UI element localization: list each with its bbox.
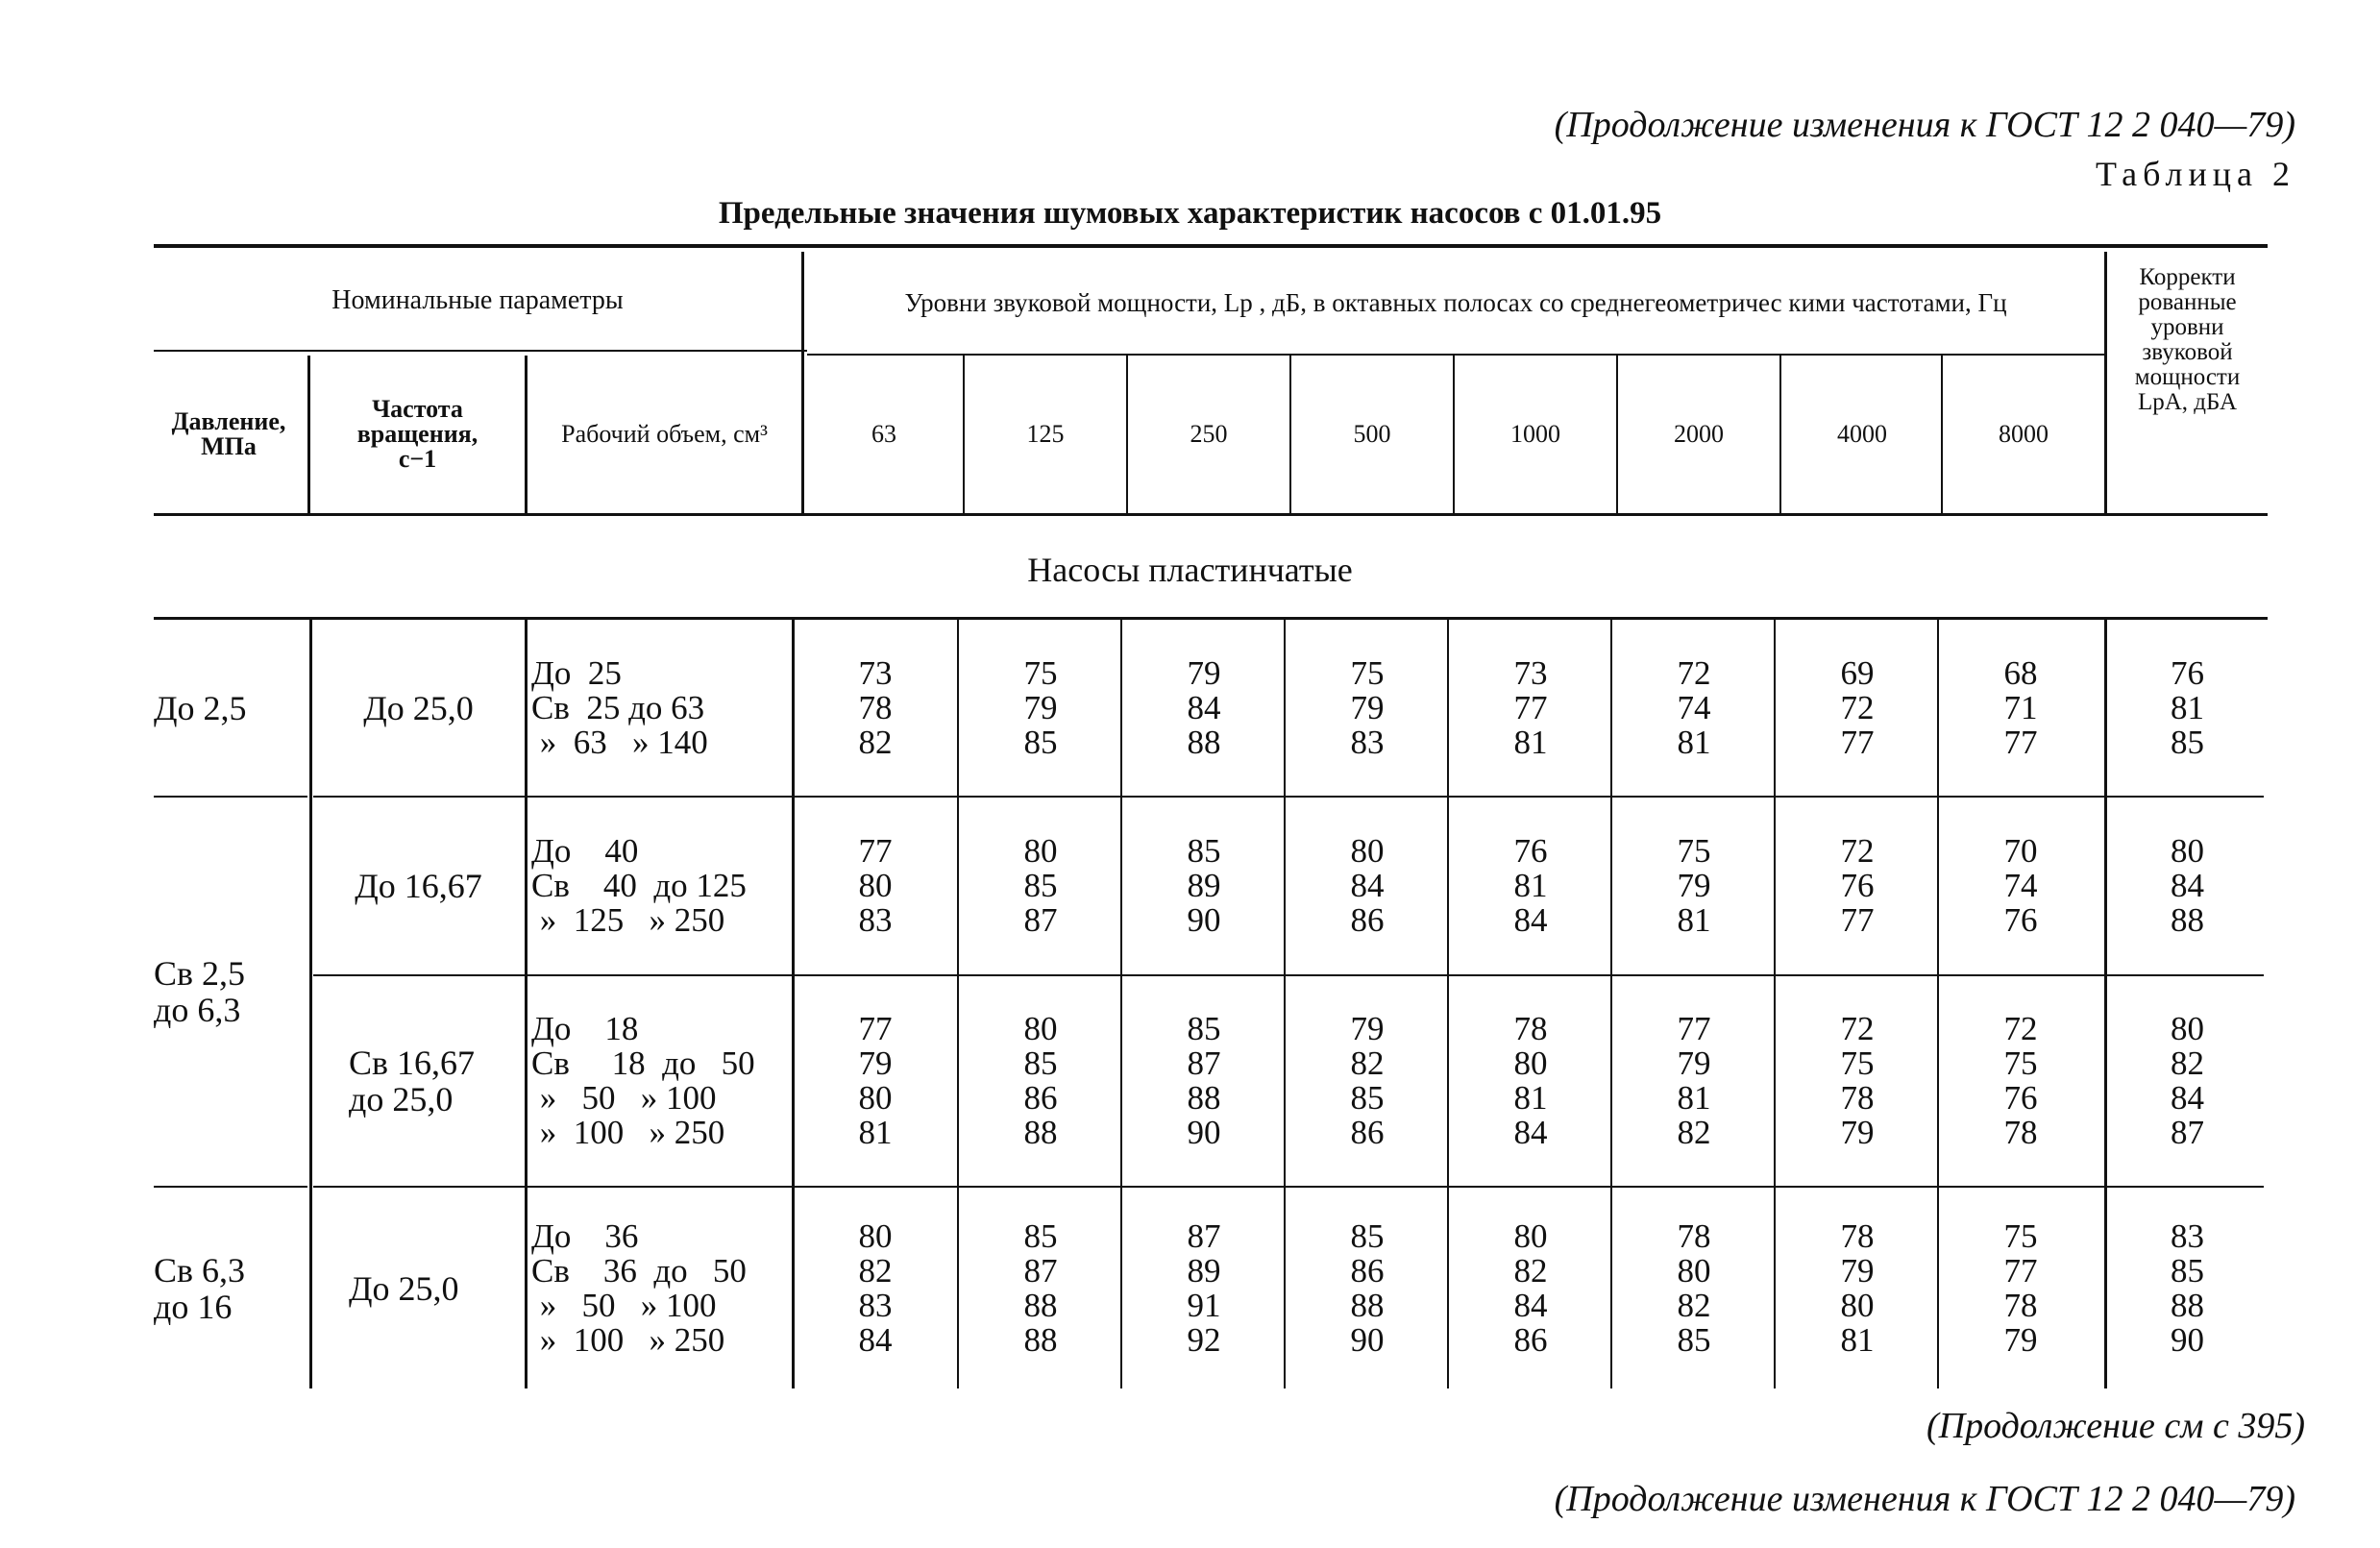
band-cell-8000 bbox=[1939, 620, 2102, 796]
band-cell-63 bbox=[794, 976, 957, 1186]
band-value: 89 bbox=[1187, 867, 1221, 904]
band-value: 87 bbox=[1023, 901, 1058, 939]
volume-value: » 50 » 100 bbox=[531, 1079, 717, 1117]
corrected-value: 85 bbox=[2171, 1252, 2204, 1290]
corrected-value: 85 bbox=[2171, 723, 2204, 761]
band-value: 75 bbox=[1677, 832, 1711, 870]
band-value: 84 bbox=[1513, 1287, 1548, 1324]
band-values bbox=[858, 653, 893, 761]
band-cell-500 bbox=[1286, 620, 1449, 796]
band-cell-1000 bbox=[1449, 976, 1612, 1186]
band-value: 91 bbox=[1187, 1287, 1221, 1324]
band-header-63: 63 bbox=[871, 420, 896, 448]
band-value: 90 bbox=[1187, 1114, 1221, 1151]
band-value: 80 bbox=[1023, 1010, 1058, 1047]
band-cell-250 bbox=[1122, 798, 1286, 974]
corrected-value: 80 bbox=[2171, 832, 2204, 870]
band-cell-250 bbox=[1122, 1188, 1286, 1389]
band-values bbox=[1514, 834, 1548, 938]
band-value: 76 bbox=[1840, 867, 1875, 904]
band-value: 70 bbox=[2003, 832, 2038, 870]
band-value: 83 bbox=[1350, 723, 1385, 761]
band-values bbox=[2004, 1219, 2038, 1358]
band-value: 82 bbox=[858, 1252, 893, 1290]
band-values bbox=[1840, 653, 1875, 761]
corrected-values bbox=[2171, 1012, 2204, 1150]
band-value: 85 bbox=[1023, 867, 1058, 904]
corrected-value: 80 bbox=[2171, 1010, 2204, 1047]
band-values bbox=[1024, 1012, 1058, 1150]
band-value: 78 bbox=[2003, 1287, 2038, 1324]
band-value: 85 bbox=[1677, 1321, 1711, 1359]
band-value: 74 bbox=[1677, 688, 1711, 726]
volume-value: До 40 bbox=[531, 832, 639, 870]
band-value: 73 bbox=[1513, 653, 1548, 692]
band-value: 79 bbox=[858, 1044, 893, 1082]
table-label: Таблица 2 bbox=[2096, 155, 2295, 193]
band-value: 71 bbox=[2003, 688, 2038, 726]
pressure-value: Св 2,5 до 6,3 bbox=[154, 954, 246, 1029]
band-value: 82 bbox=[1677, 1287, 1711, 1324]
corrected-cell bbox=[2107, 976, 2268, 1186]
band-value: 81 bbox=[1840, 1321, 1875, 1359]
band-values bbox=[859, 834, 893, 938]
band-values bbox=[1514, 1219, 1548, 1358]
volume-value: До 25 bbox=[531, 653, 622, 692]
band-cell-1000 bbox=[1449, 798, 1612, 974]
band-values bbox=[859, 1012, 893, 1150]
band-value: 87 bbox=[1187, 1044, 1221, 1082]
band-value: 72 bbox=[1840, 688, 1875, 726]
band-value: 78 bbox=[1840, 1217, 1875, 1255]
band-cell-4000 bbox=[1776, 976, 1939, 1186]
band-value: 72 bbox=[2003, 1010, 2038, 1047]
band-cell-125 bbox=[959, 798, 1122, 974]
band-value: 82 bbox=[1350, 1044, 1385, 1082]
corrected-value: 90 bbox=[2171, 1321, 2204, 1359]
band-value: 85 bbox=[1023, 1044, 1058, 1082]
volume-value: » 63 » 140 bbox=[531, 723, 708, 761]
header-pressure: Давление, МПа bbox=[171, 407, 286, 460]
band-values bbox=[1350, 653, 1385, 761]
corrected-cell bbox=[2107, 1188, 2268, 1389]
band-header-125: 125 bbox=[1026, 420, 1065, 448]
frequency-cell bbox=[312, 976, 525, 1186]
band-values bbox=[1187, 653, 1221, 761]
band-value: 81 bbox=[858, 1114, 893, 1151]
band-value: 84 bbox=[1350, 867, 1385, 904]
band-value: 92 bbox=[1187, 1321, 1221, 1359]
pressure-value: Св 6,3 до 16 bbox=[154, 1251, 246, 1326]
band-cell-1000 bbox=[1449, 1188, 1612, 1389]
header-levels: Уровни звуковой мощности, Lp , дБ, в октавных полосах со среднегеометричес кими частотами, Гц bbox=[904, 288, 2007, 317]
footer-note: (Продолжение изменения к ГОСТ 12 2 040—79) bbox=[1554, 1479, 2295, 1519]
band-value: 81 bbox=[1513, 867, 1548, 904]
band-cell-4000 bbox=[1776, 798, 1939, 974]
band-value: 78 bbox=[858, 688, 893, 726]
band-cell-63 bbox=[794, 620, 957, 796]
volume-value: Св 25 до 63 bbox=[531, 688, 705, 726]
band-cell-1000 bbox=[1449, 620, 1612, 796]
section-title: Насосы пластинчатые bbox=[1027, 551, 1353, 589]
band-cell-63 bbox=[794, 1188, 957, 1389]
band-value: 89 bbox=[1187, 1252, 1221, 1290]
band-value: 72 bbox=[1840, 1010, 1875, 1047]
frequency-cell bbox=[312, 798, 525, 974]
band-value: 83 bbox=[858, 1287, 893, 1324]
band-value: 79 bbox=[1187, 653, 1221, 692]
corrected-values bbox=[2171, 1219, 2204, 1358]
band-cell-500 bbox=[1286, 798, 1449, 974]
band-value: 80 bbox=[1513, 1217, 1548, 1255]
band-value: 85 bbox=[1023, 1217, 1058, 1255]
band-value: 77 bbox=[1513, 688, 1548, 726]
volume-cell bbox=[529, 798, 793, 974]
corrected-value: 83 bbox=[2171, 1217, 2204, 1255]
volume-cell bbox=[529, 976, 793, 1186]
band-values bbox=[1351, 834, 1385, 938]
band-header-2000: 2000 bbox=[1674, 420, 1724, 448]
band-cell-125 bbox=[959, 620, 1122, 796]
volume-value: » 100 » 250 bbox=[531, 1114, 725, 1151]
band-cell-4000 bbox=[1776, 620, 1939, 796]
band-value: 90 bbox=[1350, 1321, 1385, 1359]
band-values bbox=[1514, 1012, 1548, 1150]
band-value: 76 bbox=[2003, 901, 2038, 939]
corrected-values bbox=[2171, 653, 2204, 761]
band-value: 75 bbox=[1350, 653, 1385, 692]
band-values bbox=[1678, 1219, 1711, 1358]
header-volume: Рабочий объем, см³ bbox=[561, 420, 768, 448]
corrected-value: 84 bbox=[2171, 1079, 2204, 1117]
band-value: 79 bbox=[1023, 688, 1058, 726]
band-value: 87 bbox=[1187, 1217, 1221, 1255]
band-value: 88 bbox=[1023, 1321, 1058, 1359]
band-value: 79 bbox=[1350, 1010, 1385, 1047]
band-value: 80 bbox=[1513, 1044, 1548, 1082]
corrected-value: 82 bbox=[2171, 1044, 2204, 1082]
band-value: 72 bbox=[1677, 653, 1711, 692]
band-value: 68 bbox=[2003, 653, 2038, 692]
band-header-8000: 8000 bbox=[1999, 420, 2049, 448]
band-value: 86 bbox=[1350, 901, 1385, 939]
band-value: 80 bbox=[1840, 1287, 1875, 1324]
band-header-4000: 4000 bbox=[1837, 420, 1887, 448]
continued-note: (Продолжение см с 395) bbox=[1926, 1406, 2305, 1446]
band-cell-125 bbox=[959, 976, 1122, 1186]
band-cell-63 bbox=[794, 798, 957, 974]
band-value: 75 bbox=[2003, 1217, 2038, 1255]
band-value: 85 bbox=[1187, 1010, 1221, 1047]
corrected-value: 84 bbox=[2171, 867, 2204, 904]
corrected-values bbox=[2171, 834, 2204, 938]
band-value: 84 bbox=[858, 1321, 893, 1359]
corrected-value: 88 bbox=[2171, 1287, 2204, 1324]
corrected-value: 81 bbox=[2171, 688, 2204, 726]
band-values bbox=[1351, 1012, 1385, 1150]
band-cell-2000 bbox=[1612, 798, 1776, 974]
band-value: 72 bbox=[1840, 832, 1875, 870]
band-value: 85 bbox=[1350, 1079, 1385, 1117]
band-value: 81 bbox=[1513, 723, 1548, 761]
band-value: 84 bbox=[1513, 901, 1548, 939]
band-values bbox=[1351, 1219, 1385, 1358]
band-values bbox=[1841, 834, 1875, 938]
band-value: 88 bbox=[1187, 1079, 1221, 1117]
band-cell-250 bbox=[1122, 620, 1286, 796]
corrected-value: 88 bbox=[2171, 901, 2204, 939]
band-value: 69 bbox=[1840, 653, 1875, 692]
band-values bbox=[1188, 1012, 1221, 1150]
band-value: 78 bbox=[2003, 1114, 2038, 1151]
frequency-cell bbox=[312, 1188, 525, 1389]
band-value: 86 bbox=[1023, 1079, 1058, 1117]
band-value: 77 bbox=[2003, 723, 2038, 761]
band-value: 85 bbox=[1023, 723, 1058, 761]
volume-cell bbox=[529, 620, 793, 796]
band-value: 83 bbox=[858, 901, 893, 939]
corrected-value: 76 bbox=[2171, 653, 2204, 692]
band-value: 88 bbox=[1023, 1114, 1058, 1151]
band-header-1000: 1000 bbox=[1510, 420, 1560, 448]
band-value: 79 bbox=[1677, 867, 1711, 904]
band-values bbox=[1513, 653, 1548, 761]
band-value: 79 bbox=[2003, 1321, 2038, 1359]
band-value: 80 bbox=[1677, 1252, 1711, 1290]
band-header-500: 500 bbox=[1353, 420, 1391, 448]
band-value: 76 bbox=[1513, 832, 1548, 870]
band-value: 77 bbox=[1840, 723, 1875, 761]
band-value: 74 bbox=[2003, 867, 2038, 904]
band-value: 75 bbox=[1840, 1044, 1875, 1082]
header-corrected: Корректи рованные уровни звуковой мощности LpA, дБА bbox=[2134, 264, 2241, 415]
volume-value: » 100 » 250 bbox=[531, 1321, 725, 1359]
band-cell-8000 bbox=[1939, 976, 2102, 1186]
band-values bbox=[1678, 834, 1711, 938]
band-value: 88 bbox=[1187, 723, 1221, 761]
volume-lines bbox=[531, 653, 708, 761]
band-value: 85 bbox=[1350, 1217, 1385, 1255]
band-value: 75 bbox=[2003, 1044, 2038, 1082]
band-values bbox=[1188, 1219, 1221, 1358]
band-values bbox=[1841, 1219, 1875, 1358]
band-value: 81 bbox=[1677, 1079, 1711, 1117]
header-frequency: Частота вращения, с−1 bbox=[356, 395, 478, 473]
band-value: 87 bbox=[1023, 1252, 1058, 1290]
band-values bbox=[1678, 1012, 1711, 1150]
band-value: 73 bbox=[858, 653, 893, 692]
frequency-value: До 25,0 bbox=[349, 1269, 459, 1308]
band-header-250: 250 bbox=[1190, 420, 1228, 448]
corrected-cell bbox=[2107, 620, 2268, 796]
volume-cell bbox=[529, 1188, 793, 1389]
header-note: (Продолжение изменения к ГОСТ 12 2 040—79) bbox=[1554, 105, 2295, 145]
band-value: 90 bbox=[1187, 901, 1221, 939]
band-value: 82 bbox=[1677, 1114, 1711, 1151]
band-value: 81 bbox=[1513, 1079, 1548, 1117]
band-value: 84 bbox=[1187, 688, 1221, 726]
band-value: 79 bbox=[1677, 1044, 1711, 1082]
band-value: 79 bbox=[1840, 1252, 1875, 1290]
band-values bbox=[2003, 653, 2038, 761]
band-value: 82 bbox=[1513, 1252, 1548, 1290]
band-cell-125 bbox=[959, 1188, 1122, 1389]
band-values bbox=[1841, 1012, 1875, 1150]
volume-value: » 125 » 250 bbox=[531, 901, 725, 939]
band-value: 80 bbox=[1023, 832, 1058, 870]
volume-lines bbox=[531, 834, 747, 938]
band-value: 88 bbox=[1350, 1287, 1385, 1324]
band-value: 80 bbox=[1350, 832, 1385, 870]
band-cell-8000 bbox=[1939, 798, 2102, 974]
volume-value: Св 40 до 125 bbox=[531, 867, 747, 904]
band-value: 78 bbox=[1513, 1010, 1548, 1047]
corrected-cell bbox=[2107, 798, 2268, 974]
band-cell-250 bbox=[1122, 976, 1286, 1186]
band-values bbox=[1023, 653, 1058, 761]
band-values bbox=[859, 1219, 893, 1358]
corrected-value: 87 bbox=[2171, 1114, 2204, 1151]
volume-value: До 18 bbox=[531, 1010, 639, 1047]
band-value: 80 bbox=[858, 867, 893, 904]
band-value: 77 bbox=[1840, 901, 1875, 939]
band-value: 80 bbox=[858, 1079, 893, 1117]
band-values bbox=[1024, 1219, 1058, 1358]
volume-value: Св 18 до 50 bbox=[531, 1044, 755, 1082]
band-value: 81 bbox=[1677, 723, 1711, 761]
band-cell-2000 bbox=[1612, 620, 1776, 796]
band-value: 88 bbox=[1023, 1287, 1058, 1324]
frequency-value: Св 16,67 до 25,0 bbox=[349, 1044, 476, 1118]
band-value: 85 bbox=[1187, 832, 1221, 870]
band-cell-500 bbox=[1286, 1188, 1449, 1389]
band-value: 86 bbox=[1350, 1114, 1385, 1151]
band-value: 82 bbox=[858, 723, 893, 761]
band-values bbox=[1188, 834, 1221, 938]
pressure-cell bbox=[154, 1188, 309, 1389]
volume-value: Св 36 до 50 bbox=[531, 1252, 747, 1290]
band-value: 78 bbox=[1677, 1217, 1711, 1255]
band-value: 77 bbox=[2003, 1252, 2038, 1290]
band-values bbox=[2004, 1012, 2038, 1150]
band-values bbox=[1677, 653, 1711, 761]
band-value: 77 bbox=[1677, 1010, 1711, 1047]
band-values bbox=[2004, 834, 2038, 938]
volume-lines bbox=[531, 1219, 747, 1358]
band-value: 86 bbox=[1350, 1252, 1385, 1290]
band-cell-4000 bbox=[1776, 1188, 1939, 1389]
band-cell-500 bbox=[1286, 976, 1449, 1186]
band-value: 77 bbox=[858, 1010, 893, 1047]
band-value: 81 bbox=[1677, 901, 1711, 939]
band-cell-2000 bbox=[1612, 1188, 1776, 1389]
band-value: 86 bbox=[1513, 1321, 1548, 1359]
frequency-value: До 25,0 bbox=[363, 688, 474, 727]
frequency-value: До 16,67 bbox=[355, 867, 482, 905]
band-value: 80 bbox=[858, 1217, 893, 1255]
pressure-value: До 2,5 bbox=[154, 688, 247, 727]
band-values bbox=[1024, 834, 1058, 938]
band-value: 77 bbox=[858, 832, 893, 870]
band-value: 78 bbox=[1840, 1079, 1875, 1117]
band-cell-2000 bbox=[1612, 976, 1776, 1186]
band-value: 75 bbox=[1023, 653, 1058, 692]
band-value: 84 bbox=[1513, 1114, 1548, 1151]
pressure-cell bbox=[154, 620, 309, 796]
band-value: 79 bbox=[1350, 688, 1385, 726]
volume-value: До 36 bbox=[531, 1217, 639, 1255]
frequency-cell bbox=[312, 620, 525, 796]
header-nominal: Номинальные параметры bbox=[331, 285, 624, 315]
band-value: 79 bbox=[1840, 1114, 1875, 1151]
table-title: Предельные значения шумовых характеристик насосов с 01.01.95 bbox=[718, 196, 1662, 231]
volume-value: » 50 » 100 bbox=[531, 1287, 717, 1324]
pressure-cell bbox=[154, 798, 309, 1186]
volume-lines bbox=[531, 1012, 755, 1150]
band-cell-8000 bbox=[1939, 1188, 2102, 1389]
band-value: 76 bbox=[2003, 1079, 2038, 1117]
